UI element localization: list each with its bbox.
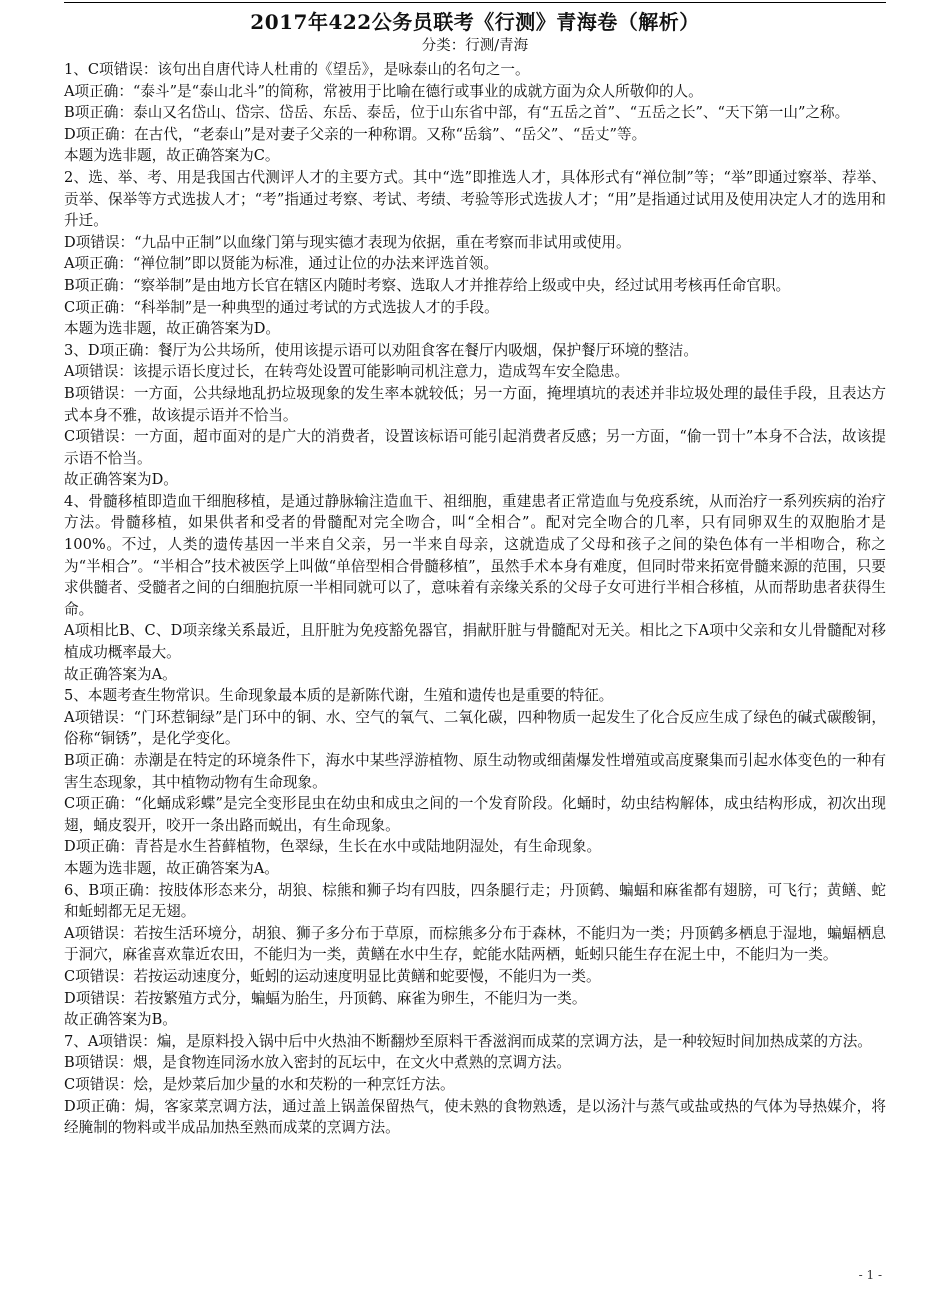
paragraph: D项错误：若按繁殖方式分，蝙蝠为胎生，丹顶鹤、麻雀为卵生，不能归为一类。 (64, 989, 587, 1007)
paragraph: 2、选、举、考、用是我国古代测评人才的主要方式。其中“选”即推选人才，具体形式有“禅位制”等；“举”即通过察举、荐举、贡举、保举等方式选拔人才；“考”指通过考察、考试、考绩、考验等形式选拔人才；“用”是指通过试用及使用决定人才的选用和升迁。 (64, 168, 886, 230)
paragraph: D项正确：在古代，“老泰山”是对妻子父亲的一种称谓。又称“岳翁”、“岳父”、“岳丈”等。 (64, 125, 647, 143)
paragraph: D项正确：青苔是水生苔藓植物，色翠绿，生长在水中或陆地阴湿处，有生命现象。 (64, 838, 602, 856)
paragraph: 故正确答案为B。 (64, 1011, 177, 1029)
paragraph: 4、骨髓移植即造血干细胞移植，是通过静脉输注造血干、祖细胞，重建患者正常造血与免疫系统，从而治疗一系列疾病的治疗方法。骨髓移植，如果供者和受者的骨髓配对完全吻合，叫“全相合”。配对完全吻合的几率，只有同卵双生的双胞胎才是100%。不过，人类的遗传基因一半来自父亲，另一半来自母亲，这就造成了父母和孩子之间的染色体有一半相吻合，称之为“半相合”。“半相合”技术被医学上叫做“单倍型相合骨髓移植”，虽然手术本身有难度，但同时带来拓宽骨髓来源的范围，只要求供髓者、受髓者之间的白细胞抗原一半相同就可以了，意味着有亲缘关系的父母子女可进行半相合移植，从而帮助患者获得生命。 (64, 492, 886, 618)
paragraph: B项正确：“察举制”是由地方长官在辖区内随时考察、选取人才并推荐给上级或中央，经过试用考核再任命官职。 (64, 276, 791, 294)
paragraph: B项错误：煨，是食物连同汤水放入密封的瓦坛中，在文火中煮熟的烹调方法。 (64, 1054, 571, 1072)
paragraph: 故正确答案为A。 (64, 665, 177, 683)
paragraph: 5、本题考查生物常识。生命现象最本质的是新陈代谢，生殖和遗传也是重要的特征。 (64, 687, 614, 705)
paragraph: 本题为选非题，故正确答案为A。 (64, 859, 279, 877)
paragraph: D项错误：“九品中正制”以血缘门第与现实德才表现为依据，重在考察而非试用或使用。 (64, 233, 631, 251)
document-body (64, 59, 886, 1139)
paragraph: A项错误：若按生活环境分，胡狼、狮子多分布于草原，而棕熊多分布于森林，不能归为一类；丹顶鹤多栖息于湿地，蝙蝠栖息于洞穴，麻雀喜欢靠近农田，不能归为一类，黄鳝在水中生存，蛇能水陆两栖，蚯蚓只能生存在泥土中，不能归为一类。 (64, 924, 886, 964)
paragraph: 本题为选非题，故正确答案为C。 (64, 147, 280, 165)
document-title: 2017年422公务员联考《行测》青海卷（解析） (250, 10, 700, 34)
paragraph: A项正确：“泰斗”是“泰山北斗”的简称，常被用于比喻在德行或事业的成就方面为众人所敬仰的人。 (64, 82, 703, 100)
paragraph: 7、A项错误：煸，是原料投入锅中后中火热油不断翻炒至原料干香滋润而成菜的烹调方法，是一种较短时间加热成菜的方法。 (64, 1032, 872, 1050)
paragraph: A项正确：“禅位制”即以贤能为标准，通过让位的办法来评选首领。 (64, 255, 499, 273)
paragraph: C项错误：一方面，超市面对的是广大的消费者，设置该标语可能引起消费者反感；另一方面，“偷一罚十”本身不合法，故该提示语不恰当。 (64, 428, 886, 467)
header-rule (64, 2, 886, 3)
page-number: - 1 - (858, 1268, 882, 1282)
paragraph: D项正确：焗，客家菜烹调方法，通过盖上锅盖保留热气，使未熟的食物熟透，是以汤汁与蒸气或盐或热的气体为导热媒介，将经腌制的物料或半成品加热至熟而成菜的烹调方法。 (64, 1097, 886, 1137)
paragraph: C项错误：烩，是炒菜后加少量的水和芡粉的一种烹饪方法。 (64, 1075, 455, 1093)
paragraph: A项相比B、C、D项亲缘关系最近，且肝脏为免疫豁免器官，捐献肝脏与骨髓配对无关。相比之下A项中父亲和女儿骨髓配对移植成功概率最大。 (64, 622, 886, 662)
paragraph: B项正确：泰山又名岱山、岱宗、岱岳、东岳、泰岳，位于山东省中部，有“五岳之首”、“五岳之长”、“天下第一山”之称。 (64, 104, 850, 122)
paragraph: 本题为选非题，故正确答案为D。 (64, 320, 281, 338)
paragraph: 6、B项正确：按肢体形态来分，胡狼、棕熊和狮子均有四肢，四条腿行走；丹顶鹤、蝙蝠和麻雀都有翅膀，可飞行；黄鳝、蛇和蚯蚓都无足无翅。 (64, 881, 886, 921)
paragraph: 故正确答案为D。 (64, 471, 178, 489)
document-category: 分类：行测/青海 (421, 38, 529, 54)
paragraph: A项错误：“门环惹铜绿”是门环中的铜、水、空气的氧气、二氧化碳，四种物质一起发生了化合反应生成了绿色的碱式碳酸铜，俗称“铜锈”，是化学变化。 (64, 708, 886, 748)
paragraph: 1、C项错误：该句出自唐代诗人杜甫的《望岳》，是咏泰山的名句之一。 (64, 61, 530, 78)
paragraph: C项正确：“化蛹成彩蝶”是完全变形昆虫在幼虫和成虫之间的一个发育阶段。化蛹时，幼虫结构解体，成虫结构形成，初次出现翅，蛹皮裂开，咬开一条出路而蜕出，有生命现象。 (64, 795, 886, 834)
paragraph: A项错误：该提示语长度过长，在转弯处设置可能影响司机注意力，造成驾车安全隐患。 (64, 363, 630, 381)
paragraph: C项错误：若按运动速度分，蚯蚓的运动速度明显比黄鳝和蛇要慢，不能归为一类。 (64, 967, 601, 985)
paragraph: B项正确：赤潮是在特定的环境条件下，海水中某些浮游植物、原生动物或细菌爆发性增殖或高度聚集而引起水体变色的一种有害生态现象，其中植物动物有生命现象。 (64, 752, 886, 791)
paragraph: B项错误：一方面，公共绿地乱扔垃圾现象的发生率本就较低；另一方面，掩埋填坑的表述并非垃圾处理的最佳手段，且表达方式本身不雅，故该提示语并不恰当。 (64, 384, 886, 424)
paragraph: 3、D项正确：餐厅为公共场所，使用该提示语可以劝阻食客在餐厅内吸烟，保护餐厅环境的整洁。 (64, 341, 698, 359)
paragraph: C项正确：“科举制”是一种典型的通过考试的方式选拔人才的手段。 (64, 298, 499, 316)
